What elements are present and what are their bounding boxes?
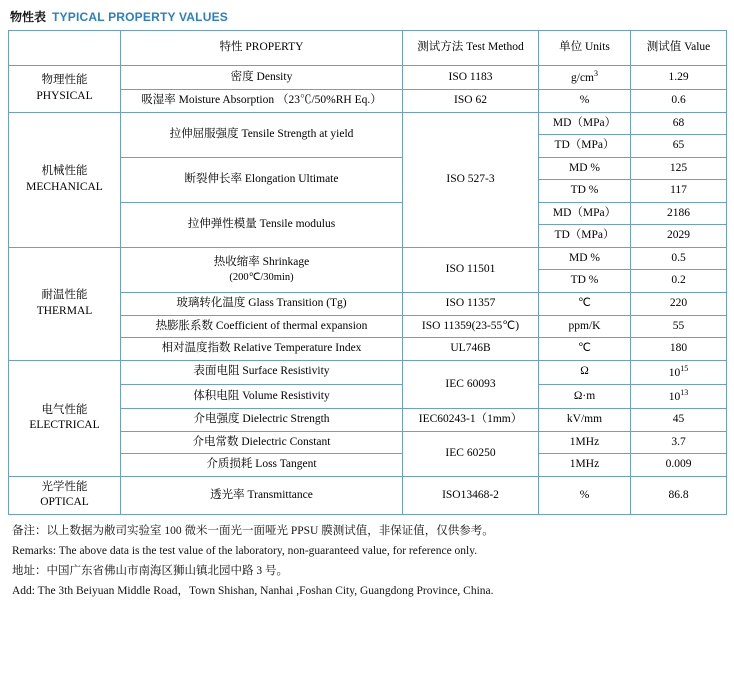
unit-elongation-td: TD % <box>539 180 631 203</box>
value-elongation-md: 125 <box>631 157 727 180</box>
property-surface-resistivity: 表面电阻 Surface Resistivity <box>121 360 403 384</box>
value-transmittance: 86.8 <box>631 476 727 514</box>
group-mechanical-cn: 机械性能 <box>41 165 88 178</box>
header-property: 特性 PROPERTY <box>121 31 403 66</box>
group-electrical-cn: 电气性能 <box>41 403 88 416</box>
group-thermal-cn: 耐温性能 <box>41 289 88 302</box>
unit-shrinkage-md: MD % <box>539 247 631 270</box>
header-method: 测试方法 Test Method <box>403 31 539 66</box>
group-electrical-en: ELECTRICAL <box>29 419 100 432</box>
remark-en: Remarks: The above data is the test value of the laboratory, non-guaranteed value, for reference only. <box>12 544 478 557</box>
method-mechanical: ISO 527-3 <box>403 112 539 247</box>
property-density: 密度 Density <box>121 66 403 90</box>
group-physical-cn: 物理性能 <box>41 74 88 87</box>
group-physical <box>9 66 121 113</box>
table-row <box>9 247 727 270</box>
method-density: ISO 1183 <box>403 66 539 90</box>
group-optical-cn: 光学性能 <box>41 480 88 493</box>
value-tensile-modulus-td: 2029 <box>631 225 727 248</box>
unit-rti: ℃ <box>539 338 631 361</box>
unit-thermal-expansion: ppm/K <box>539 315 631 338</box>
property-moisture-absorption: 吸湿率 Moisture Absorption （23℃/50%RH Eq.） <box>121 90 403 113</box>
property-dielectric-constant: 介电常数 Dielectric Constant <box>121 431 403 454</box>
method-resistivity: IEC 60093 <box>403 360 539 409</box>
method-dielectric-strength: IEC60243-1（1mm） <box>403 409 539 432</box>
table-header-row <box>9 31 727 66</box>
value-loss-tangent: 0.009 <box>631 454 727 477</box>
property-thermal-expansion: 热膨胀系数 Coefficient of thermal expansion <box>121 315 403 338</box>
property-tensile-modulus: 拉伸弹性模量 Tensile modulus <box>121 202 403 247</box>
property-shrinkage <box>121 247 403 292</box>
method-dielectric: IEC 60250 <box>403 431 539 476</box>
property-tensile-strength: 拉伸屈服强度 Tensile Strength at yield <box>121 112 403 157</box>
address-cn: 地址：中国广东省佛山市南海区狮山镇北园中路 3 号。 <box>12 565 288 578</box>
unit-moisture-absorption: % <box>539 90 631 113</box>
method-glass-transition: ISO 11357 <box>403 292 539 315</box>
unit-elongation-md: MD % <box>539 157 631 180</box>
value-moisture-absorption: 0.6 <box>631 90 727 113</box>
unit-shrinkage-td: TD % <box>539 270 631 293</box>
property-loss-tangent: 介质损耗 Loss Tangent <box>121 454 403 477</box>
page-title <box>8 6 726 30</box>
page-title-cn: 物性表 <box>10 10 47 24</box>
unit-dielectric-strength: kV/mm <box>539 409 631 432</box>
group-thermal-en: THERMAL <box>36 304 93 317</box>
unit-tensile-strength-md: MD（MPa） <box>539 112 631 135</box>
table-row <box>9 476 727 514</box>
property-elongation: 断裂伸长率 Elongation Ultimate <box>121 157 403 202</box>
value-tensile-strength-td: 65 <box>631 135 727 158</box>
property-glass-transition: 玻璃转化温度 Glass Transition (Tg) <box>121 292 403 315</box>
unit-transmittance: % <box>539 476 631 514</box>
table-row <box>9 112 727 135</box>
table-row <box>9 66 727 90</box>
address-en: Add: The 3th Beiyuan Middle Road，Town Shishan, Nanhai ,Foshan City, Guangdong Province, China. <box>12 585 494 598</box>
footer-notes <box>8 521 726 602</box>
table-row <box>9 360 727 384</box>
header-units: 单位 Units <box>539 31 631 66</box>
value-glass-transition: 220 <box>631 292 727 315</box>
unit-dielectric-constant: 1MHz <box>539 431 631 454</box>
method-transmittance: ISO13468-2 <box>403 476 539 514</box>
group-optical <box>9 476 121 514</box>
page-title-en: TYPICAL PROPERTY VALUES <box>52 10 228 24</box>
value-dielectric-constant: 3.7 <box>631 431 727 454</box>
property-shrinkage-line1: 热收缩率 Shrinkage <box>213 256 310 269</box>
method-thermal-expansion: ISO 11359(23-55℃) <box>403 315 539 338</box>
header-value: 测试值 Value <box>631 31 727 66</box>
value-thermal-expansion: 55 <box>631 315 727 338</box>
method-rti: UL746B <box>403 338 539 361</box>
remark-cn: 备注：以上数据为敝司实验室 100 微米一面光一面哑光 PPSU 膜测试值，非保证值，仅供参考。 <box>12 524 494 537</box>
header-group <box>9 31 121 66</box>
value-dielectric-strength: 45 <box>631 409 727 432</box>
property-rti: 相对温度指数 Relative Temperature Index <box>121 338 403 361</box>
value-tensile-modulus-md: 2186 <box>631 202 727 225</box>
unit-loss-tangent: 1MHz <box>539 454 631 477</box>
property-dielectric-strength: 介电强度 Dielectric Strength <box>121 409 403 432</box>
unit-surface-resistivity: Ω <box>539 360 631 384</box>
value-surface-resistivity: $10^{15}$ <box>631 360 727 384</box>
value-density: 1.29 <box>631 66 727 90</box>
property-volume-resistivity: 体积电阻 Volume Resistivity <box>121 384 403 408</box>
unit-volume-resistivity: Ω·m <box>539 384 631 408</box>
group-optical-en: OPTICAL <box>40 496 89 509</box>
group-mechanical-en: MECHANICAL <box>26 180 103 193</box>
value-volume-resistivity: $10^{13}$ <box>631 384 727 408</box>
value-rti: 180 <box>631 338 727 361</box>
unit-tensile-modulus-td: TD（MPa） <box>539 225 631 248</box>
group-mechanical <box>9 112 121 247</box>
group-electrical <box>9 360 121 476</box>
typical-property-values-table <box>8 30 727 515</box>
value-tensile-strength-md: 68 <box>631 112 727 135</box>
unit-tensile-strength-td: TD（MPa） <box>539 135 631 158</box>
unit-density: $g/cm^3$ <box>539 66 631 90</box>
method-moisture-absorption: ISO 62 <box>403 90 539 113</box>
value-shrinkage-td: 0.2 <box>631 270 727 293</box>
property-shrinkage-line2: (200℃/30min) <box>229 271 294 283</box>
unit-glass-transition: ℃ <box>539 292 631 315</box>
method-shrinkage: ISO 11501 <box>403 247 539 292</box>
property-transmittance: 透光率 Transmittance <box>121 476 403 514</box>
group-physical-en: PHYSICAL <box>36 89 93 102</box>
group-thermal <box>9 247 121 360</box>
value-elongation-td: 117 <box>631 180 727 203</box>
value-shrinkage-md: 0.5 <box>631 247 727 270</box>
unit-tensile-modulus-md: MD（MPa） <box>539 202 631 225</box>
